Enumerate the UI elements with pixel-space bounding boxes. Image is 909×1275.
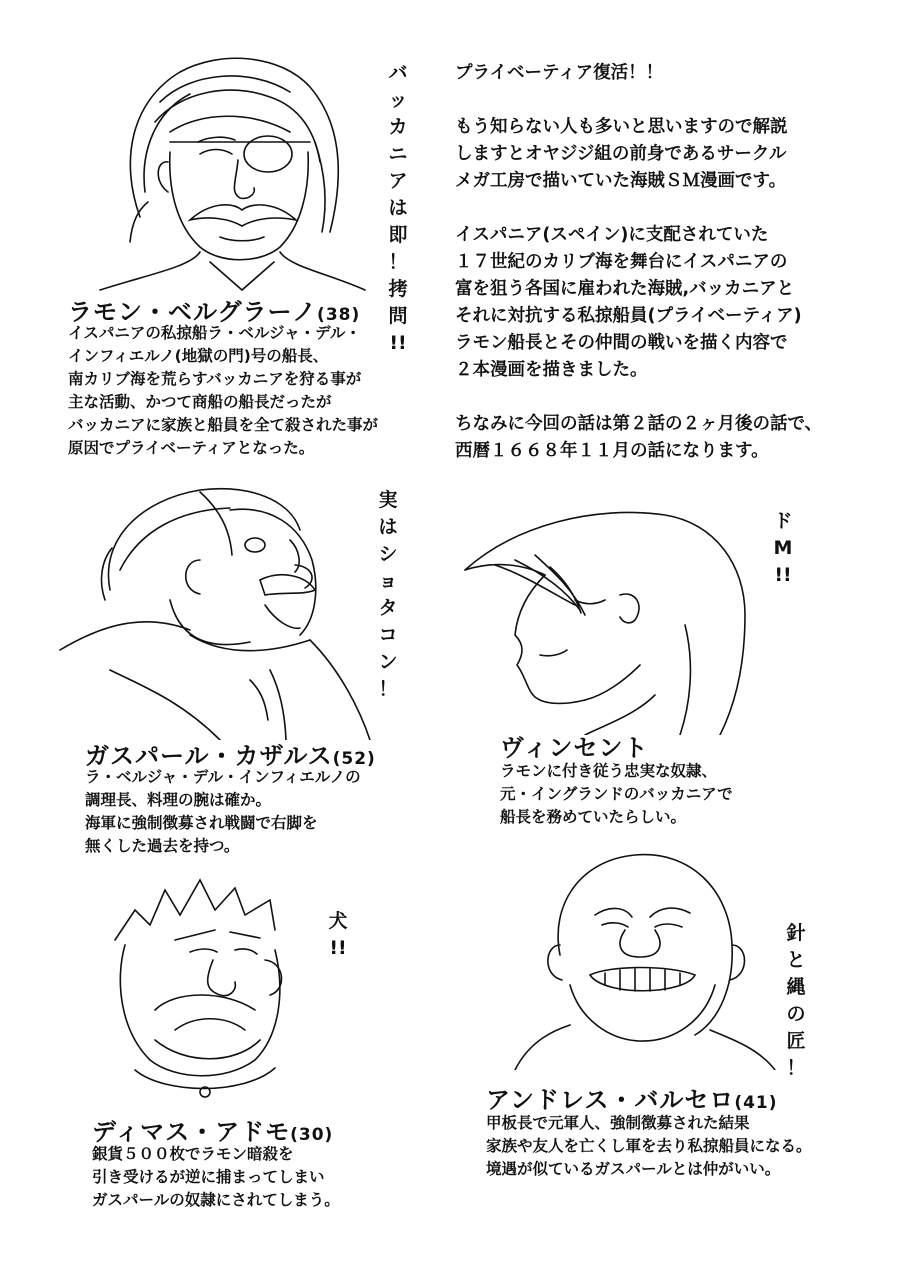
- gaspar-portrait: [50, 470, 380, 740]
- dimas-tagline: 犬 !!: [328, 910, 348, 959]
- intro-text: プライベーティア復活！！ もう知らない人も多いと思いますので解説 しますとオヤジジ組の前身であるサークル メガ工房で描いていた海賊ＳＭ漫画です。 イスパニア(スペイン)に支配されていた １７世紀のカリブ海を舞台にイスパニアの 富を狙う各国に雇われた海賊,バッカニアと それに対抗する私掠船員(プライベーティア) ラモン船長とその仲間の戦いを描く内容で ２本漫画を描きました。 ちなみに今回の話は第２話の２ヶ月後の話で、 西暦１６６８年１１月の話になります。: [455, 63, 823, 461]
- andres-description: 甲板長で元軍人、強制徴募された結果 家族や友人を亡くし軍を去り私掠船員になる。 境遇が似ているガスパールとは仲がいい。: [486, 1114, 812, 1178]
- dimas-description: 銀貨５００枚でラモン暗殺を 引き受けるが逆に捕まってしまい ガスパールの奴隷にされてしまう。: [92, 1145, 340, 1209]
- andres-tagline: 針 と 縄 の 匠 ！: [786, 922, 806, 1079]
- dimas-portrait: [95, 870, 305, 1100]
- ramon-portrait: [60, 42, 370, 292]
- vincent-portrait: [455, 505, 750, 735]
- ramon-name: ラモン・ベルグラーノ(38): [68, 298, 361, 326]
- ramon-description: イスパニアの私掠船ラ・ベルジャ・デル・ インフィエルノ(地獄の門)号の船長、 南カリブ海を荒らすバッカニアを狩る事が 主な活動、かつて商船の船長だったが バッカニアに家族と船員を全て殺された事が 原因でプライベーティアとなった。: [68, 324, 379, 457]
- ramon-tagline: バ ッ カ ニ ア は 即 ！ 拷 問 !!: [388, 62, 408, 354]
- vincent-description: ラモンに付き従う忠実な奴隷、 元・イングランドのバッカニアで 船長を務めていたらしい。: [500, 762, 733, 826]
- gaspar-tagline: 実 は シ ョ タ コ ン ！: [378, 489, 398, 700]
- gaspar-name: ガスパール・カザルス(52): [85, 742, 376, 770]
- dimas-name: ディマス・アドモ(30): [92, 1118, 334, 1146]
- gaspar-description: ラ・ベルジャ・デル・インフィエルノの 調理長、料理の腕は確か。 海軍に強制徴募され戦闘で右脚を 無くした過去を持つ。: [85, 768, 361, 855]
- vincent-tagline: ド M !!: [773, 510, 793, 586]
- andres-portrait: [510, 845, 780, 1070]
- vincent-name: ヴィンセント: [500, 734, 649, 762]
- andres-name: アンドレス・バルセロ(41): [486, 1086, 778, 1114]
